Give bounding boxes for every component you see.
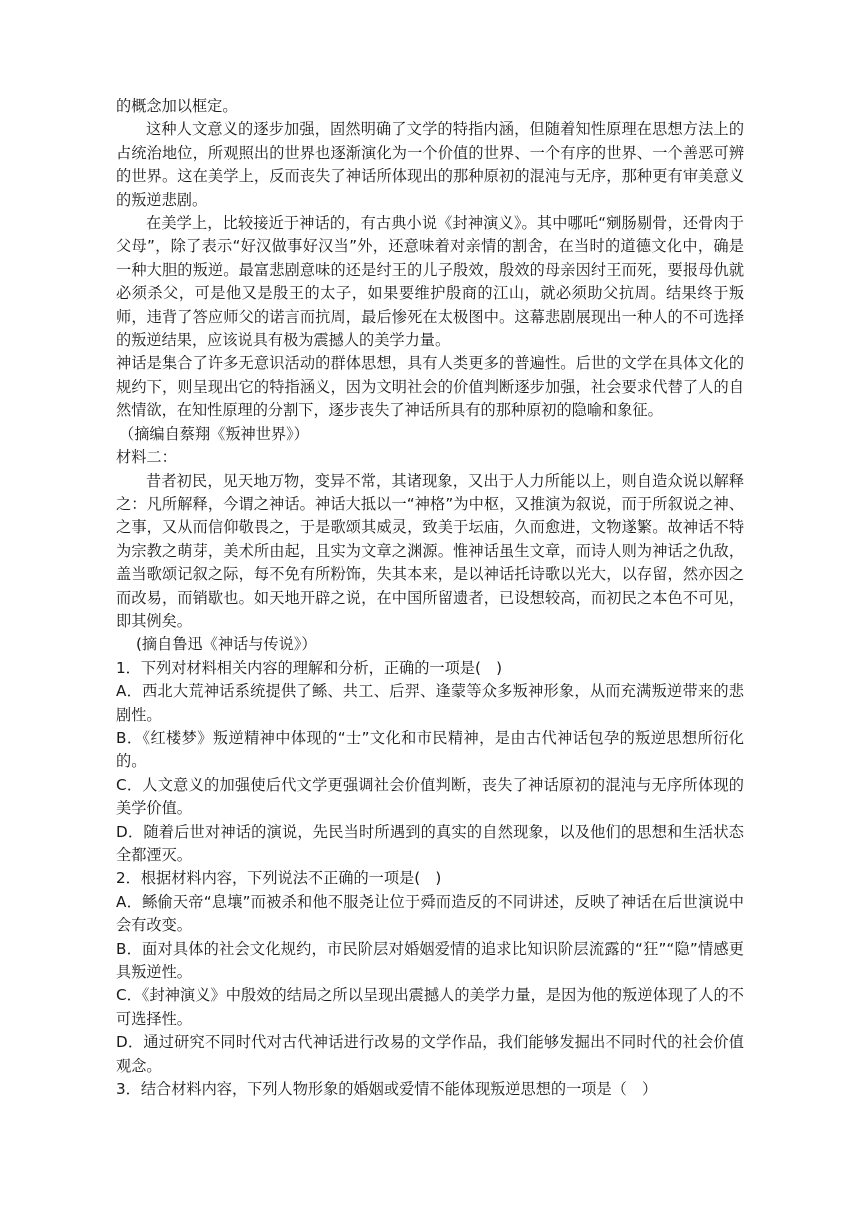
paragraph-fengshen: 在美学上，比较接近于神话的，有古典小说《封神演义》。其中哪吒“剜肠剔骨，还骨肉于父母”，除了表示“好汉做事好汉当”外，还意味着对亲情的割舍，在当时的道德文化中，确是一种大胆的叛逆。最富悲剧意味的还是纣王的儿子殷效，殷效的母亲因纣王而死，要报母仇就必须杀父，可是他又是殷王的太子，如果要维护殷商的江山，就必须助父抗周。结果终于叛师，违背了答应师父的诺言而抗周，最后惨死在太极图中。这幕悲剧展现出一种人的不可选择的叛逆结果，应该说具有极为震撼人的美学力量。 (116, 214, 744, 350)
question-1-option-b: B．《红楼梦》叛逆精神中体现的“士”文化和市民精神，是由古代神话包孕的叛逆思想所衍化的。 (116, 728, 744, 771)
paragraph-continuation: 的概念加以框定。 (116, 97, 238, 115)
question-2-option-c: C．《封神演义》中殷效的结局之所以呈现出震撼人的美学力量，是因为他的叛逆体现了人的不可选择性。 (116, 986, 744, 1028)
document-page (116, 95, 744, 1101)
question-2: 2．根据材料内容，下列说法不正确的一项是( ) (116, 869, 442, 888)
paragraph-luxun: 昔者初民，见天地万物，变异不常，其诸现象，又出于人力所能以上，则自造众说以解释之：凡所解释，今谓之神话。神话大抵以一“神格”为中枢，又推演为叙说，而于所叙说之神、之事，又从而信仰敬畏之，于是歌颂其威灵，致美于坛庙，久而愈进，文物遂繁。故神话不特为宗教之萌芽，美术所由起，且实为文章之渊源。惟神话虽生文章，而诗人则为神话之仇敌，盖当歌颂记叙之际，每不免有所粉饰，失其本来，是以神话托诗歌以光大，以存留，然亦因之而改易，而销歇也。如天地开辟之说，在中国所留遗者，已设想较高，而初民之本色不可见，即其例矣。 (116, 471, 744, 630)
source-citation-1: （摘编自蔡翔《叛神世界》） (119, 424, 309, 443)
paragraph-myth-collective: 神话是集合了许多无意识活动的群体思想，具有人类更多的普遍性。后世的文学在具体文化的规约下，则呈现出它的特指涵义，因为文明社会的价值判断逐步加强，社会要求代替了人的自然情欲，在知性原理的分割下，逐步丧失了神话所具有的那种原初的隐喻和象征。 (116, 354, 744, 420)
question-1-option-c: C．人文意义的加强使后代文学更强调社会价值判断，丧失了神话原初的混沌与无序所体现的美学价值。 (116, 775, 744, 818)
question-2-option-b: B．面对具体的社会文化规约，市民阶层对婚姻爱情的追求比知识阶层流露的“狂”“隐”情感更具叛逆性。 (116, 939, 744, 982)
source-citation-2: (摘自鲁迅《神话与传说》） (136, 635, 317, 654)
question-1: 1．下列对材料相关内容的理解和分析，正确的一项是( ) (116, 658, 503, 677)
question-1-option-d: D．随着后世对神话的演说，先民当时所遇到的真实的自然现象，以及他们的思想和生活状态全都湮灭。 (116, 822, 744, 864)
question-2-option-a: A．鲧偷天帝“息壤”而被杀和他不服尧让位于舜而造反的不同讲述，反映了神话在后世演说中会有改变。 (116, 892, 744, 935)
question-1-option-a: A．西北大荒神话系统提供了鲧、共工、后羿、逢蒙等众多叛神形象，从而充满叛逆带来的悲剧性。 (116, 682, 744, 724)
material-two-heading: 材料二： (116, 448, 177, 467)
question-2-option-d: D．通过研究不同时代对古代神话进行改易的文学作品，我们能够发掘出不同时代的社会价值观念。 (116, 1033, 744, 1075)
paragraph-humanism: 这种人文意义的逐步加强，固然明确了文学的特指内涵，但随着知性原理在思想方法上的占统治地位，所观照出的世界也逐渐演化为一个价值的世界、一个有序的世界、一个善恶可辨的世界。这在美学上，反而丧失了神话所体现出的那种原初的混沌与无序，那种更有审美意义的叛逆悲剧。 (116, 120, 744, 209)
question-3: 3．结合材料内容，下列人物形象的婚姻或爱情不能体现叛逆思想的一项是（ ） (116, 1080, 658, 1099)
